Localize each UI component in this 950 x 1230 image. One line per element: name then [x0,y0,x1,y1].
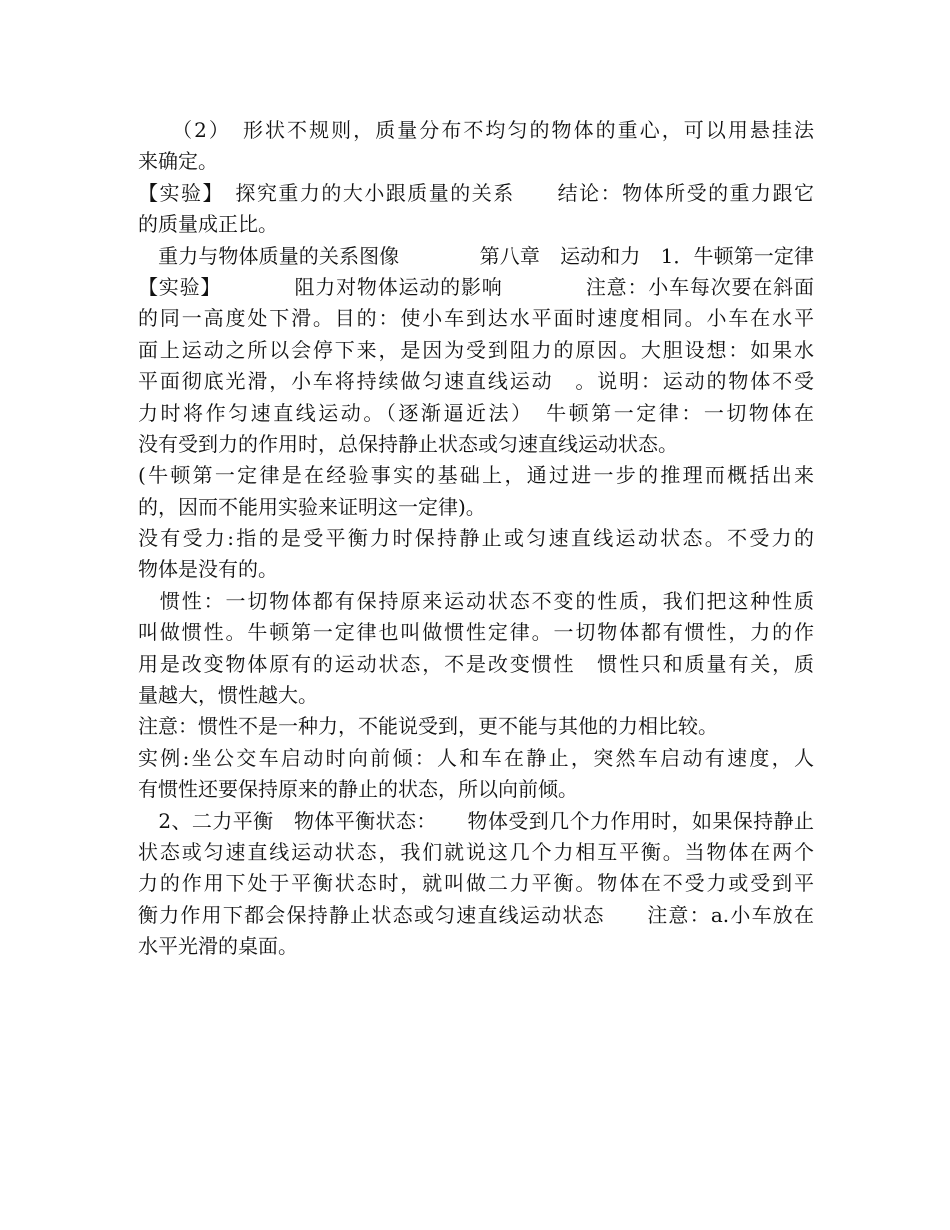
text-line: 力的作用下处于平衡状态时，就叫做二力平衡。物体在不受力或受到平 [138,871,814,896]
text-line: 【实验】 阻力对物体运动的影响 注意：小车每次要在斜面 [138,274,814,299]
text-line: 用是改变物体原有的运动状态，不是改变惯性 惯性只和质量有关，质 [138,651,814,676]
text-line: 物体是没有的。 [138,557,278,582]
text-line: 惯性：一切物体都有保持原来运动状态不变的性质，我们把这种性质 [138,588,814,613]
text-line: 注意：惯性不是一种力，不能说受到，更不能与其他的力相比较。 [138,714,718,739]
text-line: 2、二力平衡 物体平衡状态： 物体受到几个力作用时，如果保持静止 [138,808,814,833]
text-line: 状态或匀速直线运动状态，我们就说这几个力相互平衡。当物体在两个 [138,839,814,864]
text-line: 没有受到力的作用时，总保持静止状态或匀速直线运动状态。 [138,431,678,456]
text-line: （2） 形状不规则，质量分布不均匀的物体的重心，可以用悬挂法 [138,118,814,142]
text-line: 平面彻底光滑，小车将持续做匀速直线运动 。说明：运动的物体不受 [138,369,814,394]
text-line: (牛顿第一定律是在经验事实的基础上，通过进一步的推理而概括出来 [138,463,814,488]
text-line: 有惯性还要保持原来的静止的状态，所以向前倾。 [138,777,578,802]
text-line: 的，因而不能用实验来证明这一定律)。 [138,494,486,519]
text-line: 来确定。 [138,149,218,174]
text-line: 面上运动之所以会停下来，是因为受到阻力的原因。大胆设想：如果水 [138,337,814,362]
text-line: 叫做惯性。牛顿第一定律也叫做惯性定律。一切物体都有惯性，力的作 [138,620,814,645]
text-line: 衡力作用下都会保持静止状态或匀速直线运动状态 注意：a.小车放在 [138,902,814,927]
text-line: 水平光滑的桌面。 [138,934,298,959]
text-line: 的同一高度处下滑。目的：使小车到达水平面时速度相同。小车在水平 [138,306,814,331]
text-line: 实例:坐公交车启动时向前倾：人和车在静止，突然车启动有速度，人 [138,745,814,770]
text-line: 没有受力:指的是受平衡力时保持静止或匀速直线运动状态。不受力的 [138,526,814,551]
text-line: 量越大，惯性越大。 [138,683,318,708]
text-line: 的质量成正比。 [138,212,278,237]
document-body [138,115,814,963]
text-line: 重力与物体质量的关系图像 第八章 运动和力 1．牛顿第一定律 [138,243,814,268]
text-line: 力时将作匀速直线运动。（逐渐逼近法） 牛顿第一定律：一切物体在 [138,400,814,425]
text-line: 【实验】 探究重力的大小跟质量的关系 结论：物体所受的重力跟它 [138,180,814,205]
